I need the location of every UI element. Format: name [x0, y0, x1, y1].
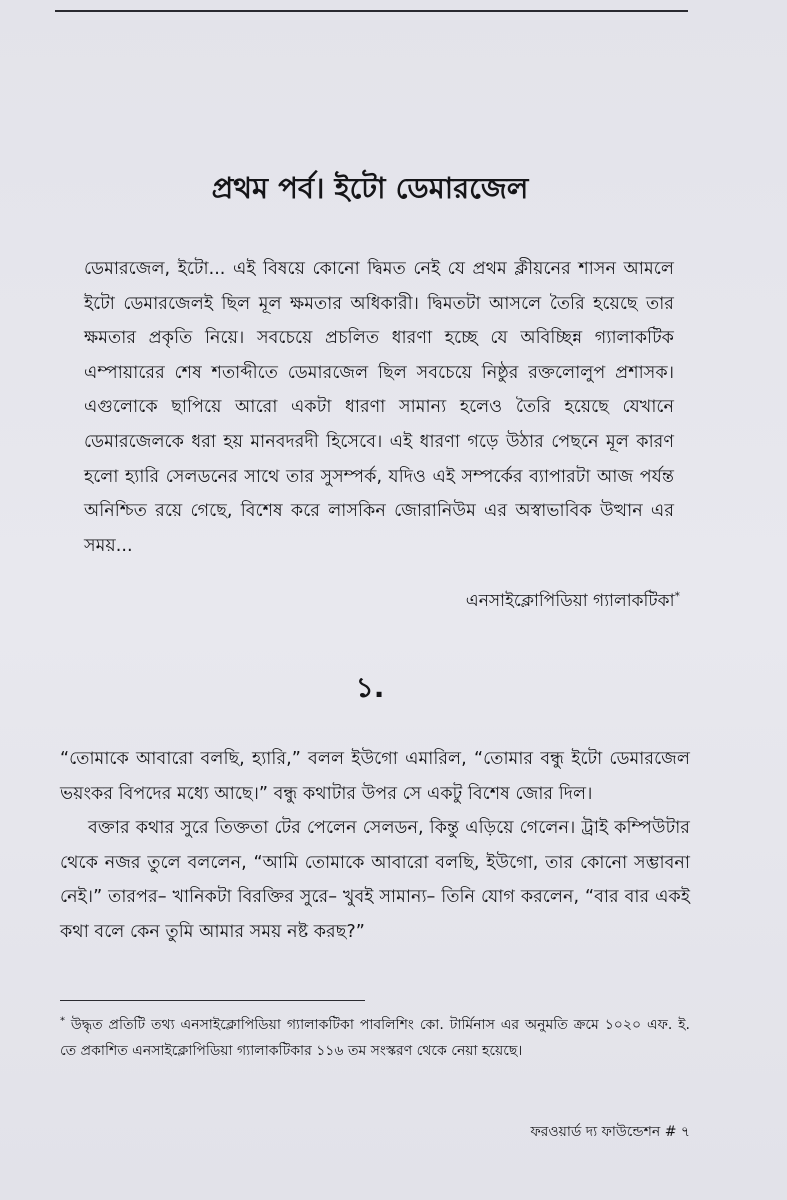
epigraph-source: [380, 586, 680, 616]
epigraph-footnote-mark: *: [674, 589, 680, 603]
running-title: ফরওয়ার্ড দ্য ফাউন্ডেশন: [530, 1124, 661, 1140]
footnote-rule: [60, 1000, 365, 1001]
body-text: [60, 742, 690, 950]
epigraph-source-name: এনসাইক্লোপিডিয়া গ্যালাকটিকা: [465, 591, 675, 611]
page-footer: [380, 1120, 690, 1144]
section-number: ১.: [355, 671, 385, 704]
paragraph-2: বক্তার কথার সুরে তিক্ততা টের পেলেন সেলডন, কিন্তু এড়িয়ে গেলেন। ট্রাই কম্পিউটার থেকে নজর তুলে বললেন, “আমি তোমাকে আবারো বলছি, ইউগো, তার কোনো সম্ভাবনা নেই।” তারপর– খানিকটা বিরক্তির সুরে– খুবই সামান্য– তিনি যোগ করলেন, “বার বার একই কথা বলে কেন তুমি আমার সময় নষ্ট করছ?”: [60, 818, 690, 942]
chapter-title: প্রথম পর্ব। ইটো ডেমারজেল: [211, 171, 529, 205]
footnote-text: উদ্ধৃত প্রতিটি তথ্য এনসাইক্লোপিডিয়া গ্যালাকটিকা পাবলিশিং কো. টার্মিনাস এর অনুমতি ক্রমে ১০২০ এফ. ই. তে প্রকাশিত এনসাইক্লোপিডিয়া গ্যালাকটিকার ১১৬ তম সংস্করণ থেকে নেয়া হয়েছে।: [60, 1017, 691, 1059]
page-number: # ৭: [664, 1124, 690, 1140]
paragraph-1: “তোমাকে আবারো বলছি, হ্যারি,” বলল ইউগো এমারিল, “তোমার বন্ধু ইটো ডেমারজেল ভয়ংকর বিপদের মধ্যে আছে।” বন্ধু কথাটার উপর সে একটু বিশেষ জোর দিল।: [60, 749, 690, 804]
footnote: [60, 1012, 690, 1064]
epigraph-text: ডেমারজেল, ইটো... এই বিষয়ে কোনো দ্বিমত নেই যে প্রথম ক্লীয়নের শাসন আমলে ইটো ডেমারজেলই ছিল মূল ক্ষমতার অধিকারী। দ্বিমতটা আসলে তৈরি হয়েছে তার ক্ষমতার প্রকৃতি নিয়ে। সবচেয়ে প্রচলিত ধারণা হচ্ছে যে অবিচ্ছিন্ন গ্যালাকটিক এম্পায়ারের শেষ শতাব্দীতে ডেমারজেল ছিল সবচেয়ে নিষ্ঠুর রক্তলোলুপ প্রশাসক। এগুলোকে ছাপিয়ে আরো একটা ধারণা সামান্য হলেও তৈরি হয়েছে যেখানে ডেমারজেলকে ধরা হয় মানবদরদী হিসেবে। এই ধারণা গড়ে উঠার পেছনে মূল কারণ হলো হ্যারি সেলডনের সাথে তার সুসম্পর্ক, যদিও এই সম্পর্কের ব্যাপারটা আজ পর্যন্ত অনিশ্চিত রয়ে গেছে, বিশেষ করে লাসকিন জোরানিউম এর অস্বাভাবিক উত্থান এর সময়...: [84, 259, 674, 556]
header-rule: [55, 10, 688, 12]
footnote-mark: *: [60, 1015, 65, 1027]
